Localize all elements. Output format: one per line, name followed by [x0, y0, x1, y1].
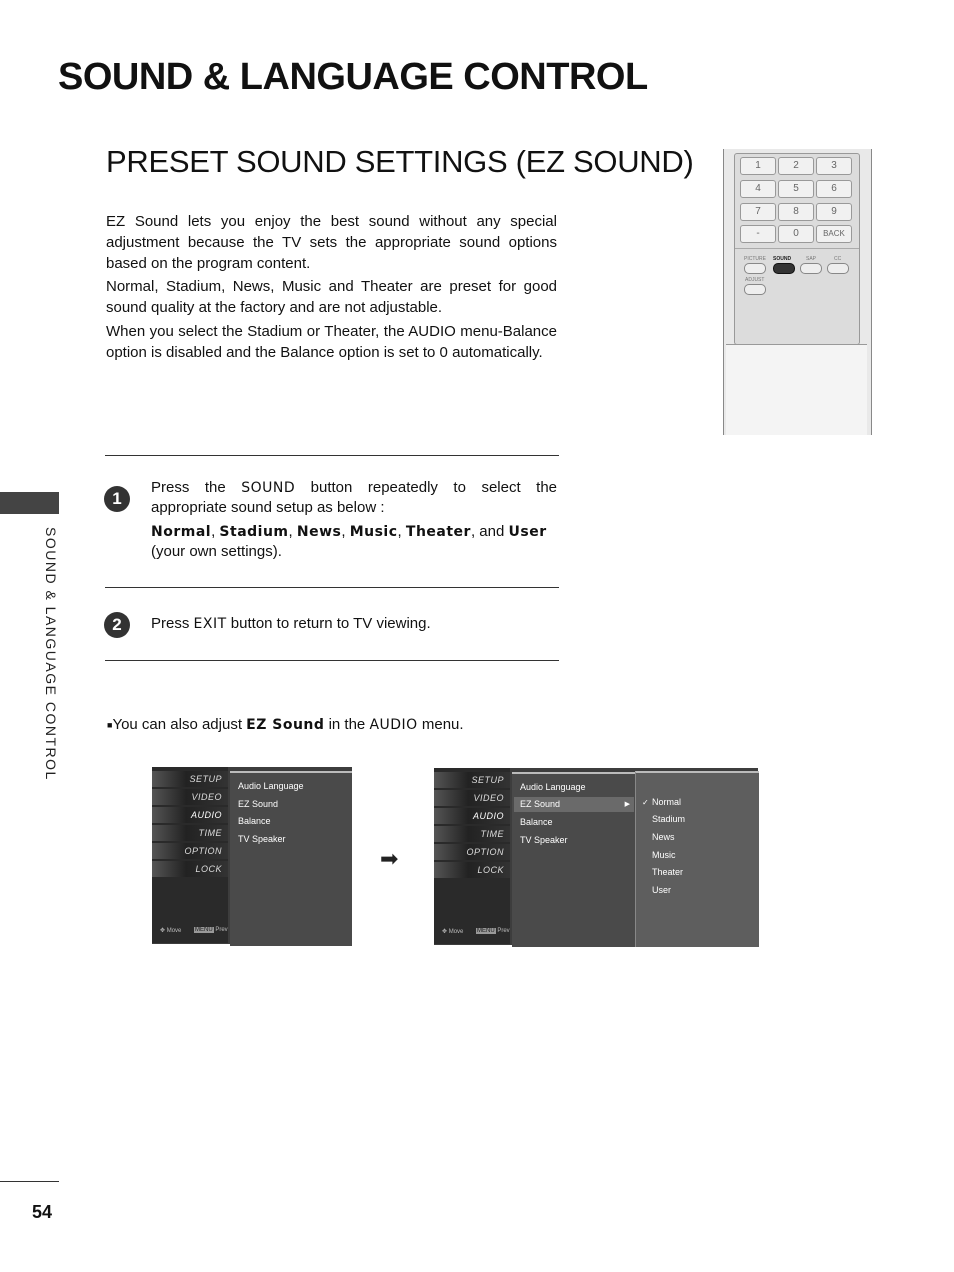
menu-tab-setup-2: SETUP [434, 772, 510, 788]
remote-key-5: 5 [778, 180, 814, 198]
nav-menu-key-2: MENU [477, 928, 495, 934]
remote-key-9: 9 [816, 203, 852, 221]
menu-tab-video: VIDEO [152, 789, 228, 805]
option-news: News [296, 524, 342, 540]
options-and: and [479, 523, 505, 540]
ez-sound-selected-label: EZ Sound [520, 799, 561, 809]
remote-label-cc: CC [834, 256, 842, 262]
step-1-number: 1 [104, 486, 130, 512]
ez-option-news: News [652, 832, 675, 842]
step-1-text [151, 478, 557, 518]
option-stadium: Stadium [219, 524, 289, 540]
remote-sound-button [773, 263, 795, 274]
audio-submenu-pane [230, 771, 352, 946]
note-menu-word: AUDIO [369, 717, 418, 733]
ez-option-user: User [652, 885, 672, 895]
page-title: SOUND & LANGUAGE CONTROL [58, 56, 648, 98]
menu-item-audio-language-2: Audio Language [520, 782, 586, 792]
remote-key-3: 3 [816, 157, 852, 175]
remote-key-7: 7 [740, 203, 776, 221]
option-user-note: (your own settings). [151, 543, 282, 560]
ez-option-stadium: Stadium [652, 814, 686, 824]
remote-key-4: 4 [740, 180, 776, 198]
transition-arrow-icon: ➡ [380, 846, 399, 871]
menu-tab-audio: AUDIO [152, 807, 228, 823]
step-divider-bottom [105, 660, 559, 661]
remote-key-1: 1 [740, 157, 776, 175]
section-title: PRESET SOUND SETTINGS (EZ SOUND) [106, 144, 694, 179]
remote-key-0: 0 [778, 225, 814, 243]
tip-note [107, 716, 464, 733]
menu-tab-lock-2: LOCK [434, 862, 510, 878]
step-2-text [151, 614, 557, 634]
nav-prev-label-2: Prev [497, 928, 510, 934]
page-number: 54 [32, 1202, 53, 1222]
menu-tab-lock: LOCK [152, 861, 228, 877]
nav-menu-key: MENU [195, 927, 213, 933]
remote-divider [735, 248, 859, 249]
menu-item-ez-sound-selected [514, 797, 634, 812]
remote-sap-button [800, 263, 822, 274]
ez-option-music: Music [652, 850, 676, 860]
option-user: User [508, 524, 547, 540]
nav-move-label-2: Move [448, 929, 464, 935]
remote-adjust-button [744, 284, 766, 295]
remote-label-adjust: ADJUST [745, 277, 765, 283]
remote-key-6: 6 [816, 180, 852, 198]
remote-key-back: BACK [816, 225, 852, 243]
step-1-keyword: SOUND [241, 480, 296, 496]
step-divider-top [105, 455, 559, 456]
menu-icon-bar [152, 767, 228, 943]
ez-option-theater: Theater [652, 867, 684, 877]
option-theater: Theater [405, 524, 471, 540]
menu-tab-option-2: OPTION [434, 844, 510, 860]
note-pre: You can also adjust [112, 716, 247, 733]
step-2-pre: Press [151, 615, 194, 632]
remote-lower-body [726, 344, 867, 435]
footer-rule [0, 1181, 59, 1182]
nav-move-label: Move [166, 928, 182, 934]
check-icon: ✓ [642, 798, 649, 807]
menu-tab-time: TIME [152, 825, 228, 841]
note-bullet: ■ [107, 720, 113, 731]
menu-tab-time-2: TIME [434, 826, 510, 842]
menu-item-balance: Balance [238, 816, 271, 826]
remote-key-2: 2 [778, 157, 814, 175]
audio-menu-screen-2 [434, 768, 758, 945]
menu-item-tv-speaker-2: TV Speaker [520, 835, 568, 845]
note-mid: in the [324, 716, 370, 733]
menu-item-balance-2: Balance [520, 817, 553, 827]
audio-menu-screen-1 [152, 767, 352, 944]
remote-label-picture: PICTURE [744, 256, 766, 262]
intro-paragraph-1: EZ Sound lets you enjoy the best sound without any special adjustment because the TV sets the appropriate sound options based on the program content. [106, 213, 557, 272]
remote-label-sound: SOUND [773, 256, 792, 262]
menu-item-ez-sound: EZ Sound [238, 799, 279, 809]
nav-move-hint-2: ✥ Move [442, 929, 464, 935]
menu-item-tv-speaker: TV Speaker [238, 834, 286, 844]
option-normal: Normal [151, 524, 212, 540]
remote-label-sap: SAP [806, 256, 817, 262]
step-1-pre: Press the [151, 479, 242, 496]
menu-tab-setup: SETUP [152, 771, 228, 787]
step-2-post: button to return to TV viewing. [226, 615, 431, 632]
nav-prev-label: Prev [215, 927, 228, 933]
nav-prev-hint [194, 927, 228, 933]
menu-icon-bar-2 [434, 768, 510, 944]
intro-paragraph-2: Normal, Stadium, News, Music and Theater are preset for good sound quality at the factory and are not adjustable. [106, 278, 557, 316]
submenu-arrow-icon: ▶ [624, 801, 630, 808]
menu-tab-video-2: VIDEO [434, 790, 510, 806]
step-2-number: 2 [104, 612, 130, 638]
note-post: menu. [417, 716, 464, 733]
nav-prev-hint-2 [476, 928, 510, 934]
ez-option-normal: Normal [652, 797, 682, 807]
nav-move-hint: ✥ Move [160, 928, 182, 934]
audio-submenu-pane-2 [512, 772, 636, 947]
option-music: Music [349, 524, 398, 540]
intro-paragraph-3: When you select the Stadium or Theater, the AUDIO menu-Balance option is disabled and the Balance option is set to 0 automatically. [106, 323, 557, 361]
step-divider-middle [105, 587, 559, 588]
remote-keypad-panel [734, 153, 860, 345]
ez-sound-options-pane [635, 771, 759, 947]
chapter-side-label: SOUND & LANGUAGE CONTROL [43, 527, 59, 781]
step-1-post: button repeatedly to select the appropriate sound setup as below : [151, 479, 558, 516]
note-keyword: EZ Sound [246, 717, 325, 733]
menu-tab-audio-2: AUDIO [434, 808, 510, 824]
remote-key-8: 8 [778, 203, 814, 221]
menu-item-audio-language: Audio Language [238, 781, 304, 791]
remote-picture-button [744, 263, 766, 274]
remote-key-dash: - [740, 225, 776, 243]
menu-tab-option: OPTION [152, 843, 228, 859]
chapter-tab-marker [0, 492, 59, 514]
remote-cc-button [827, 263, 849, 274]
step-1-options: Normal, Stadium, News, Music, Theater, and User (your own settings). [151, 523, 547, 560]
step-2-keyword: EXIT [193, 616, 227, 632]
